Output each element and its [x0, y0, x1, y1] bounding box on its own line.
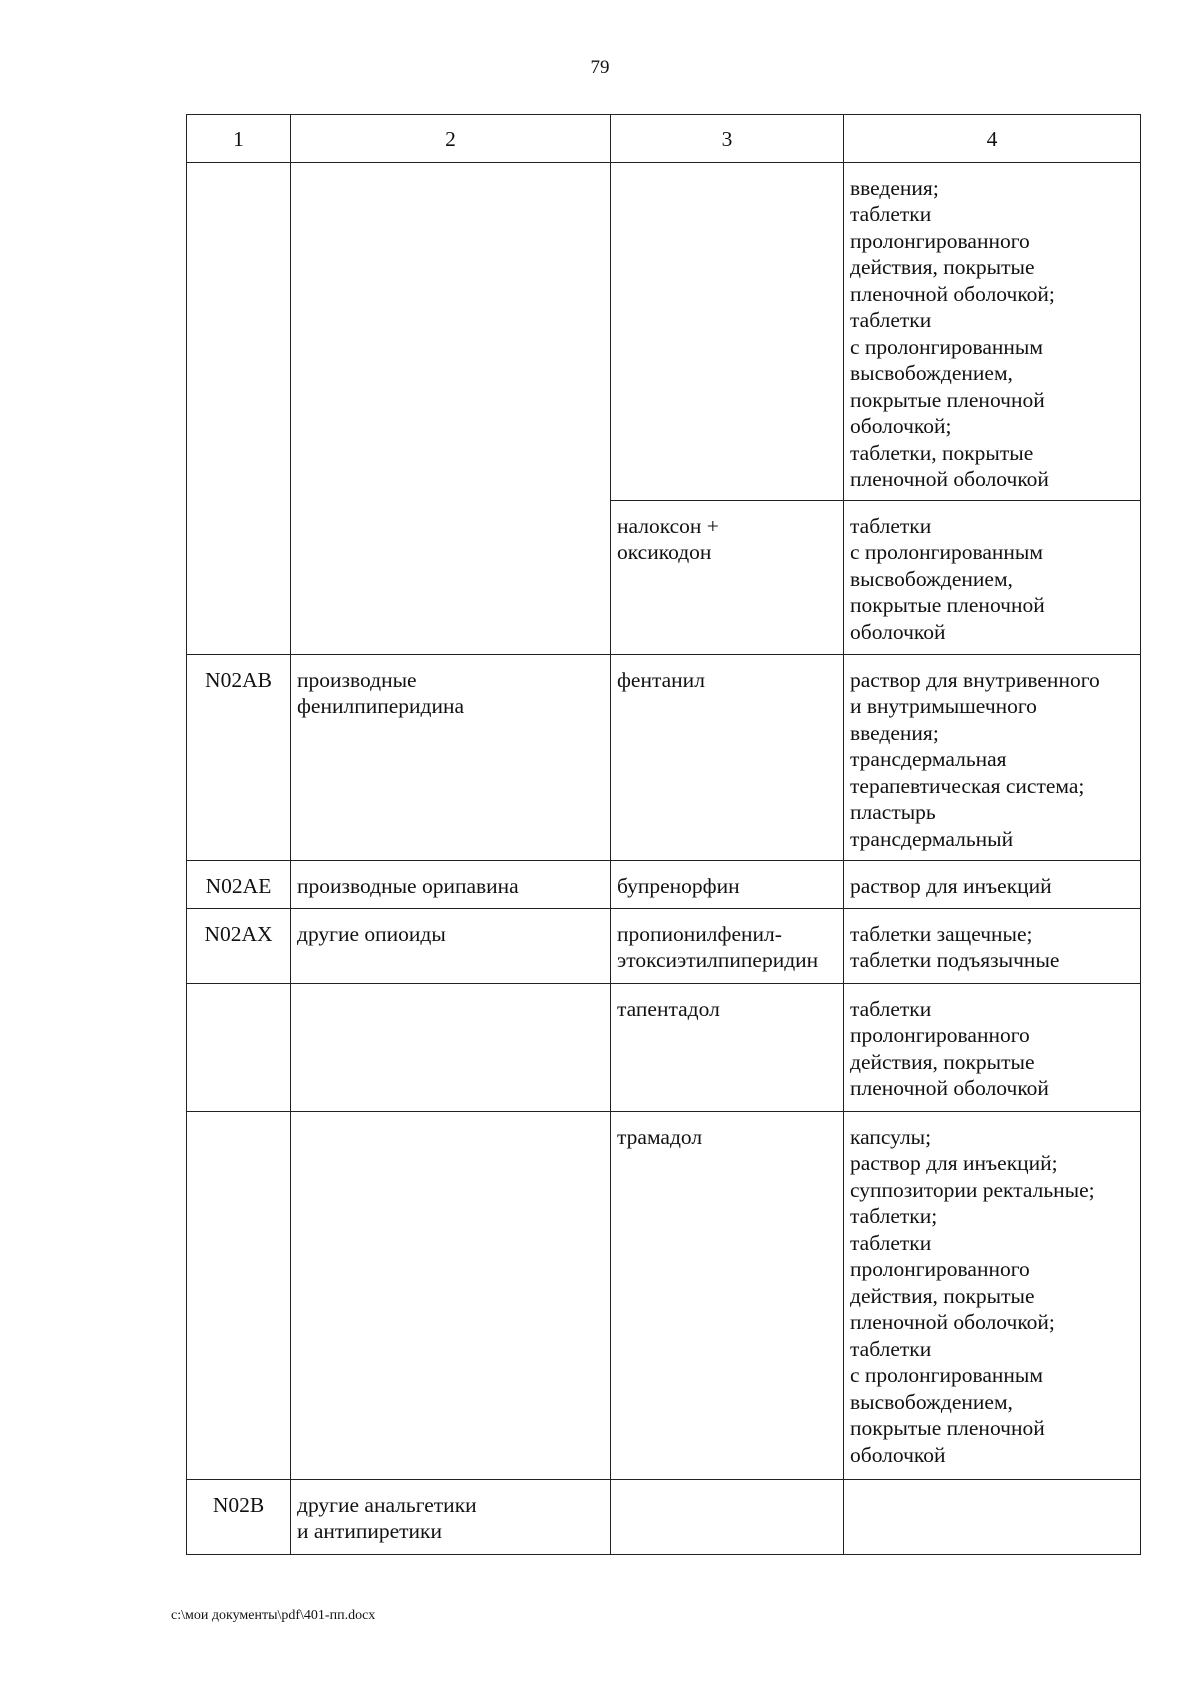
atc-code-cell: N02B [187, 1479, 291, 1554]
group-name-cell: другие опиоиды [291, 908, 611, 983]
atc-code-cell [187, 162, 291, 654]
footer-file-path: c:\мои документы\pdf\401-пп.docx [171, 1608, 376, 1623]
atc-code-cell: N02AX [187, 908, 291, 983]
group-name-cell [291, 983, 611, 1111]
atc-code-cell: N02AB [187, 654, 291, 860]
table-row [187, 1111, 1141, 1479]
substance-cell: пропионилфенил- этоксиэтилпиперидин [611, 908, 844, 983]
header-cell-3: 3 [611, 115, 844, 163]
substance-cell [611, 162, 844, 500]
dosage-forms-cell: введения; таблетки пролонгированного действия, покрытые пленочной оболочкой; таблетки с пролонгированным высвобождением, покрытые пленочной оболочкой; таблетки, покрытые пленочной оболочкой [844, 162, 1141, 500]
header-cell-2: 2 [291, 115, 611, 163]
atc-code-cell: N02AE [187, 860, 291, 908]
drug-table [186, 114, 1141, 1555]
substance-cell: тапентадол [611, 983, 844, 1111]
table-row [187, 654, 1141, 860]
table-row [187, 983, 1141, 1111]
substance-cell [611, 1479, 844, 1554]
group-name-cell [291, 162, 611, 654]
table-row [187, 860, 1141, 908]
substance-cell: налоксон + оксикодон [611, 500, 844, 654]
atc-code-cell [187, 983, 291, 1111]
group-name-cell: производные фенилпиперидина [291, 654, 611, 860]
table-header-row [187, 115, 1141, 163]
dosage-forms-cell: таблетки с пролонгированным высвобождением, покрытые пленочной оболочкой [844, 500, 1141, 654]
dosage-forms-cell: таблетки пролонгированного действия, покрытые пленочной оболочкой [844, 983, 1141, 1111]
group-name-cell: другие анальгетики и антипиретики [291, 1479, 611, 1554]
page-number: 79 [590, 57, 610, 78]
dosage-forms-cell: раствор для внутривенного и внутримышечного введения; трансдермальная терапевтическая система; пластырь трансдермальный [844, 654, 1141, 860]
table-row [187, 908, 1141, 983]
dosage-forms-cell [844, 1479, 1141, 1554]
header-cell-1: 1 [187, 115, 291, 163]
dosage-forms-cell: таблетки защечные; таблетки подъязычные [844, 908, 1141, 983]
group-name-cell: производные орипавина [291, 860, 611, 908]
dosage-forms-cell: капсулы; раствор для инъекций; суппозитории ректальные; таблетки; таблетки пролонгированного действия, покрытые пленочной оболочкой; таблетки с пролонгированным высвобождением, покрытые пленочной оболочкой [844, 1111, 1141, 1479]
atc-code-cell [187, 1111, 291, 1479]
dosage-forms-cell: раствор для инъекций [844, 860, 1141, 908]
group-name-cell [291, 1111, 611, 1479]
header-cell-4: 4 [844, 115, 1141, 163]
table-row [187, 1479, 1141, 1554]
substance-cell: фентанил [611, 654, 844, 860]
table-row [187, 162, 1141, 500]
substance-cell: трамадол [611, 1111, 844, 1479]
substance-cell: бупренорфин [611, 860, 844, 908]
